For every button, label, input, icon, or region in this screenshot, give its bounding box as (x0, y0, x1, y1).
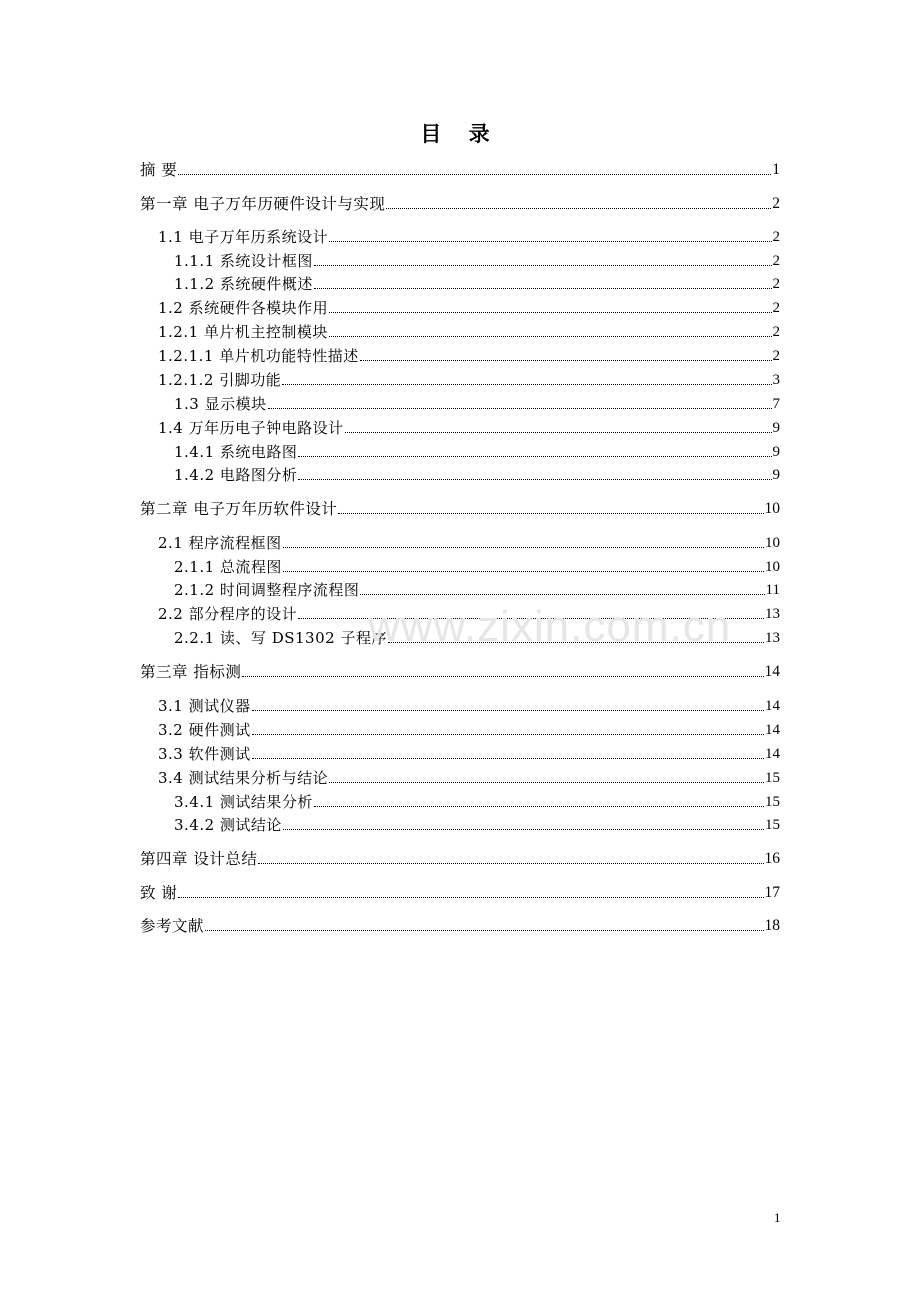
dot-leader (282, 384, 771, 385)
toc-entry-page: 13 (765, 606, 780, 622)
dot-leader (258, 863, 763, 864)
dot-leader (283, 571, 764, 572)
toc-entry-page: 14 (765, 746, 780, 762)
toc-entry-acknowledgements[interactable] (140, 884, 780, 902)
toc-entry-2-2[interactable] (158, 605, 780, 623)
toc-entry-label: 2.1.2 时间调整程序流程图 (174, 581, 360, 599)
dot-leader (298, 456, 771, 457)
toc-entry-1-1-2[interactable] (174, 275, 780, 293)
dot-leader (329, 312, 771, 313)
toc-entry-chapter-1[interactable] (140, 195, 780, 213)
toc-entry-label: 2.2 部分程序的设计 (158, 605, 298, 623)
toc-entry-1-4[interactable] (158, 419, 780, 437)
footer-page-number: 1 (774, 1210, 781, 1225)
toc-entry-page: 9 (772, 420, 780, 436)
dot-leader (386, 208, 771, 209)
toc-entry-page: 2 (772, 229, 780, 245)
dot-leader (252, 734, 764, 735)
dot-leader (242, 676, 763, 677)
toc-entry-page: 16 (764, 850, 780, 867)
dot-leader (314, 265, 772, 266)
toc-entry-page: 15 (765, 794, 780, 810)
toc-entry-1-2-1-2[interactable] (158, 371, 780, 389)
watermark: www.zixin.com.cn (368, 602, 732, 651)
toc-entry-label: 1.2.1.1 单片机功能特性描述 (158, 347, 359, 365)
toc-entry-page: 10 (765, 535, 780, 551)
toc-entry-label: 第二章 电子万年历软件设计 (140, 500, 338, 518)
toc-entry-3-2[interactable] (158, 721, 780, 739)
dot-leader (298, 479, 771, 480)
toc-entry-page: 13 (765, 630, 780, 646)
toc-entry-1-3[interactable] (174, 395, 780, 413)
toc-entry-label: 第三章 指标测 (140, 663, 242, 681)
toc-entry-label: 3.1 测试仪器 (158, 697, 251, 715)
toc-entry-page: 14 (765, 698, 780, 714)
toc-entry-label: 1.2 系统硬件各模块作用 (158, 299, 329, 317)
toc-entry-2-1[interactable] (158, 534, 780, 552)
toc-entry-1-2-1-1[interactable] (158, 347, 780, 365)
toc-entry-label: 1.2.1.2 引脚功能 (158, 371, 282, 389)
toc-entry-label: 摘 要 (140, 161, 178, 179)
toc-entry-page: 17 (764, 884, 780, 901)
toc-entry-label: 参考文献 (140, 917, 205, 935)
dot-leader (360, 594, 764, 595)
toc-entry-chapter-3[interactable] (140, 663, 780, 681)
toc-entry-label: 1.1 电子万年历系统设计 (158, 228, 329, 246)
dot-leader (314, 288, 772, 289)
dot-leader (329, 336, 772, 337)
toc-entry-page: 18 (764, 917, 780, 934)
toc-entry-label: 1.3 显示模块 (174, 395, 267, 413)
toc-entry-label: 2.1 程序流程框图 (158, 534, 282, 552)
toc-entry-page: 9 (772, 444, 780, 460)
toc-entry-3-4-2[interactable] (174, 816, 780, 834)
toc-entry-label: 1.4.2 电路图分析 (174, 466, 298, 484)
toc-entry-3-4[interactable] (158, 769, 780, 787)
toc-entry-1-1[interactable] (158, 228, 780, 246)
toc-entry-page: 11 (765, 582, 780, 598)
toc-entry-page: 2 (772, 253, 780, 269)
toc-entry-page: 1 (772, 161, 780, 178)
toc-entry-page: 3 (772, 372, 780, 388)
dot-leader (314, 806, 764, 807)
toc-entry-1-2[interactable] (158, 299, 780, 317)
toc-entry-page: 9 (772, 467, 780, 483)
toc-entry-abstract[interactable] (140, 161, 780, 179)
dot-leader (283, 547, 764, 548)
toc-entry-1-4-1[interactable] (174, 443, 780, 461)
toc-entry-label: 3.4.2 测试结论 (174, 816, 282, 834)
dot-leader (338, 513, 763, 514)
toc-entry-1-4-2[interactable] (174, 466, 780, 484)
toc-entry-page: 7 (772, 396, 780, 412)
toc-entry-page: 2 (772, 276, 780, 292)
toc-entry-3-1[interactable] (158, 697, 780, 715)
toc-entry-page: 2 (772, 300, 780, 316)
toc-entry-2-1-2[interactable] (174, 581, 780, 599)
dot-leader (205, 930, 763, 931)
toc-entry-page: 14 (765, 722, 780, 738)
toc-entry-1-1-1[interactable] (174, 252, 780, 270)
dot-leader (388, 642, 764, 643)
toc-entry-page: 2 (772, 324, 780, 340)
toc-entry-3-4-1[interactable] (174, 793, 780, 811)
toc-entry-2-2-1[interactable] (174, 629, 780, 647)
toc-entry-references[interactable] (140, 917, 780, 935)
toc-entry-label: 1.4.1 系统电路图 (174, 443, 298, 461)
toc-entry-1-2-1[interactable] (158, 323, 780, 341)
toc-entry-page: 10 (764, 500, 780, 517)
toc-entry-page: 2 (772, 195, 780, 212)
toc-entry-page: 14 (764, 663, 780, 680)
toc-entry-label: 第一章 电子万年历硬件设计与实现 (140, 195, 386, 213)
toc-entry-label: 3.3 软件测试 (158, 745, 251, 763)
toc-entry-label: 2.1.1 总流程图 (174, 558, 282, 576)
toc-entry-label: 3.4 测试结果分析与结论 (158, 769, 329, 787)
dot-leader (329, 782, 764, 783)
toc-entry-3-3[interactable] (158, 745, 780, 763)
dot-leader (360, 360, 772, 361)
page-title: 目 录 (420, 121, 500, 146)
toc-entry-label: 2.2.1 读、写 DS1302 子程序 (174, 629, 387, 647)
toc-entry-label: 3.2 硬件测试 (158, 721, 251, 739)
toc-entry-label: 1.1.1 系统设计框图 (174, 252, 313, 270)
dot-leader (329, 241, 771, 242)
toc-entry-label: 1.4 万年历电子钟电路设计 (158, 419, 344, 437)
toc-entry-label: 致 谢 (140, 884, 178, 902)
toc-entry-chapter-2[interactable] (140, 500, 780, 518)
dot-leader (283, 829, 764, 830)
toc-entry-2-1-1[interactable] (174, 558, 780, 576)
toc-entry-page: 15 (765, 770, 780, 786)
dot-leader (268, 408, 772, 409)
dot-leader (345, 432, 772, 433)
toc-entry-chapter-4[interactable] (140, 850, 780, 868)
dot-leader (178, 897, 763, 898)
dot-leader (252, 710, 764, 711)
toc-entry-label: 1.2.1 单片机主控制模块 (158, 323, 328, 341)
toc-entry-label: 3.4.1 测试结果分析 (174, 793, 313, 811)
toc-entry-label: 1.1.2 系统硬件概述 (174, 275, 313, 293)
dot-leader (252, 758, 764, 759)
dot-leader (178, 174, 771, 175)
dot-leader (298, 618, 764, 619)
toc-entry-page: 15 (765, 817, 780, 833)
toc-entry-page: 10 (765, 559, 780, 575)
toc-entry-page: 2 (772, 348, 780, 364)
toc-entry-label: 第四章 设计总结 (140, 850, 258, 868)
